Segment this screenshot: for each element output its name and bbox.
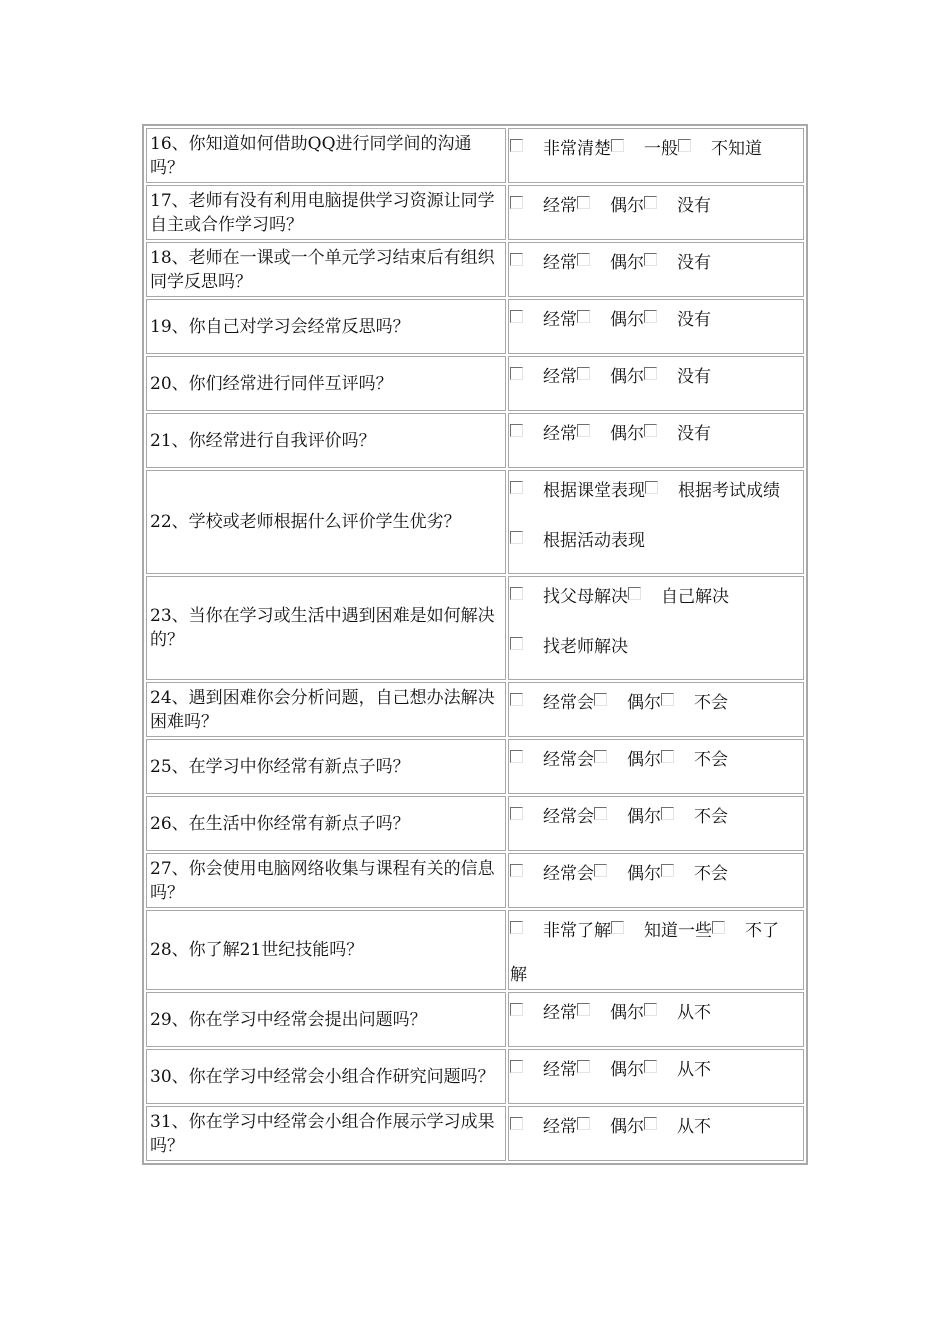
option-label: 找老师解决 [543, 637, 628, 657]
option-label: 偶尔 [627, 807, 661, 827]
answer-options [508, 413, 804, 468]
option-line [510, 529, 803, 553]
question-text: 26、在生活中你经常有新点子吗？ [146, 796, 506, 851]
question-row [146, 1049, 804, 1104]
option-label: 偶尔 [610, 424, 644, 444]
option-line [510, 635, 803, 659]
option-label: 经常 [543, 310, 577, 330]
option-label: 不了 [745, 921, 779, 941]
checkbox[interactable] [644, 1003, 657, 1016]
option-label: 偶尔 [627, 750, 661, 770]
question-row [146, 356, 804, 411]
option-label: 经常会 [543, 807, 594, 827]
checkbox[interactable] [628, 587, 641, 600]
option-label: 经常 [543, 1060, 577, 1080]
option-label: 偶尔 [610, 1003, 644, 1023]
option-line [510, 805, 803, 829]
checkbox[interactable] [644, 424, 657, 437]
answer-options [508, 739, 804, 794]
checkbox[interactable] [510, 1060, 523, 1073]
checkbox[interactable] [644, 1117, 657, 1130]
checkbox[interactable] [661, 807, 674, 820]
option-label: 非常了解 [543, 921, 611, 941]
checkbox[interactable] [510, 637, 523, 650]
checkbox[interactable] [510, 750, 523, 763]
checkbox[interactable] [510, 139, 523, 152]
question-row [146, 413, 804, 468]
option-label: 没有 [677, 424, 711, 444]
question-row [146, 185, 804, 240]
answer-options [508, 576, 804, 680]
option-line [510, 308, 803, 332]
checkbox[interactable] [594, 807, 607, 820]
checkbox[interactable] [577, 1003, 590, 1016]
checkbox[interactable] [594, 750, 607, 763]
option-label: 不知道 [711, 139, 762, 159]
answer-options [508, 242, 804, 297]
answer-options [508, 853, 804, 908]
question-text: 30、你在学习中经常会小组合作研究问题吗？ [146, 1049, 506, 1104]
answer-options [508, 299, 804, 354]
checkbox[interactable] [510, 531, 523, 544]
question-row [146, 470, 804, 574]
option-label: 经常 [543, 1003, 577, 1023]
question-text: 27、你会使用电脑网络收集与课程有关的信息吗？ [146, 853, 506, 908]
checkbox[interactable] [510, 807, 523, 820]
question-row [146, 992, 804, 1047]
question-text: 29、你在学习中经常会提出问题吗？ [146, 992, 506, 1047]
option-label: 从不 [677, 1003, 711, 1023]
option-label: 偶尔 [627, 693, 661, 713]
option-label: 从不 [677, 1117, 711, 1137]
option-label: 经常 [543, 424, 577, 444]
option-line [510, 691, 803, 715]
answer-options [508, 470, 804, 574]
checkbox[interactable] [577, 1117, 590, 1130]
checkbox[interactable] [594, 864, 607, 877]
option-line [510, 748, 803, 772]
question-row [146, 242, 804, 297]
checkbox[interactable] [510, 693, 523, 706]
option-label: 从不 [677, 1060, 711, 1080]
option-label: 根据活动表现 [543, 531, 645, 551]
checkbox[interactable] [510, 481, 523, 494]
option-line [510, 365, 803, 389]
option-label: 经常会 [543, 693, 594, 713]
question-row [146, 910, 804, 990]
option-label: 经常 [543, 196, 577, 216]
question-text: 18、老师在一课或一个单元学习结束后有组织同学反思吗？ [146, 242, 506, 297]
option-label: 一般 [644, 139, 678, 159]
checkbox[interactable] [661, 864, 674, 877]
checkbox[interactable] [644, 196, 657, 209]
question-text: 19、你自己对学习会经常反思吗？ [146, 299, 506, 354]
question-row [146, 853, 804, 908]
answer-options [508, 682, 804, 737]
option-label: 根据课堂表现 [543, 481, 645, 501]
option-label: 偶尔 [610, 310, 644, 330]
checkbox[interactable] [577, 1060, 590, 1073]
question-row [146, 1106, 804, 1161]
option-label: 偶尔 [627, 864, 661, 884]
option-line [510, 585, 803, 609]
question-text: 17、老师有没有利用电脑提供学习资源让同学自主或合作学习吗？ [146, 185, 506, 240]
answer-options [508, 356, 804, 411]
option-line [510, 422, 803, 446]
checkbox[interactable] [645, 481, 658, 494]
checkbox[interactable] [510, 424, 523, 437]
question-text: 16、你知道如何借助QQ进行同学间的沟通吗？ [146, 128, 506, 183]
checkbox[interactable] [661, 693, 674, 706]
option-label: 经常 [543, 367, 577, 387]
answer-options [508, 992, 804, 1047]
answer-options [508, 1106, 804, 1161]
option-label: 根据考试成绩 [678, 481, 780, 501]
checkbox[interactable] [611, 921, 624, 934]
checkbox[interactable] [577, 196, 590, 209]
question-row [146, 576, 804, 680]
checkbox[interactable] [577, 424, 590, 437]
option-label: 没有 [677, 196, 711, 216]
question-text: 28、你了解21世纪技能吗？ [146, 910, 506, 990]
answer-options [508, 796, 804, 851]
answer-options [508, 185, 804, 240]
checkbox[interactable] [510, 196, 523, 209]
option-label: 不会 [694, 750, 728, 770]
question-row [146, 796, 804, 851]
question-row [146, 739, 804, 794]
question-row [146, 682, 804, 737]
option-label: 偶尔 [610, 1117, 644, 1137]
checkbox[interactable] [510, 253, 523, 266]
option-line [510, 1115, 803, 1139]
option-label: 非常清楚 [543, 139, 611, 159]
checkbox[interactable] [644, 1060, 657, 1073]
question-text: 25、在学习中你经常有新点子吗？ [146, 739, 506, 794]
option-label: 没有 [677, 367, 711, 387]
option-label-continued: 解 [510, 965, 527, 985]
answer-options [508, 1049, 804, 1104]
answer-options [508, 910, 804, 990]
checkbox[interactable] [510, 864, 523, 877]
checkbox[interactable] [594, 693, 607, 706]
option-label: 偶尔 [610, 196, 644, 216]
option-label: 经常 [543, 253, 577, 273]
survey-table [142, 124, 808, 1165]
question-text: 31、你在学习中经常会小组合作展示学习成果吗？ [146, 1106, 506, 1161]
option-label: 知道一些 [644, 921, 712, 941]
option-label: 不会 [694, 693, 728, 713]
question-text: 24、遇到困难你会分析问题，自己想办法解决困难吗？ [146, 682, 506, 737]
option-label: 经常会 [543, 750, 594, 770]
option-label: 不会 [694, 864, 728, 884]
checkbox[interactable] [712, 921, 725, 934]
checkbox[interactable] [644, 253, 657, 266]
option-label: 偶尔 [610, 1060, 644, 1080]
option-line [510, 1001, 803, 1025]
checkbox[interactable] [678, 139, 691, 152]
checkbox[interactable] [577, 310, 590, 323]
answer-options [508, 128, 804, 183]
checkbox[interactable] [577, 367, 590, 380]
option-label: 偶尔 [610, 367, 644, 387]
checkbox[interactable] [611, 139, 624, 152]
option-line [510, 194, 803, 218]
checkbox[interactable] [577, 253, 590, 266]
checkbox[interactable] [510, 1003, 523, 1016]
option-line [510, 1058, 803, 1082]
checkbox[interactable] [661, 750, 674, 763]
option-label: 自己解决 [661, 587, 729, 607]
checkbox[interactable] [644, 367, 657, 380]
checkbox[interactable] [510, 310, 523, 323]
checkbox[interactable] [510, 921, 523, 934]
checkbox[interactable] [510, 587, 523, 600]
option-line [510, 479, 803, 503]
option-line [510, 251, 803, 275]
option-line [510, 137, 803, 161]
option-label: 没有 [677, 310, 711, 330]
option-line [510, 862, 803, 886]
question-text: 22、学校或老师根据什么评价学生优劣？ [146, 470, 506, 574]
question-row [146, 128, 804, 183]
question-text: 20、你们经常进行同伴互评吗？ [146, 356, 506, 411]
option-label: 经常会 [543, 864, 594, 884]
option-line [510, 919, 803, 943]
question-text: 23、当你在学习或生活中遇到困难是如何解决的？ [146, 576, 506, 680]
question-text: 21、你经常进行自我评价吗？ [146, 413, 506, 468]
question-row [146, 299, 804, 354]
option-label: 没有 [677, 253, 711, 273]
option-label: 经常 [543, 1117, 577, 1137]
survey-body [146, 128, 804, 1161]
option-label: 找父母解决 [543, 587, 628, 607]
checkbox[interactable] [510, 367, 523, 380]
option-label: 偶尔 [610, 253, 644, 273]
checkbox[interactable] [644, 310, 657, 323]
checkbox[interactable] [510, 1117, 523, 1130]
option-label: 不会 [694, 807, 728, 827]
